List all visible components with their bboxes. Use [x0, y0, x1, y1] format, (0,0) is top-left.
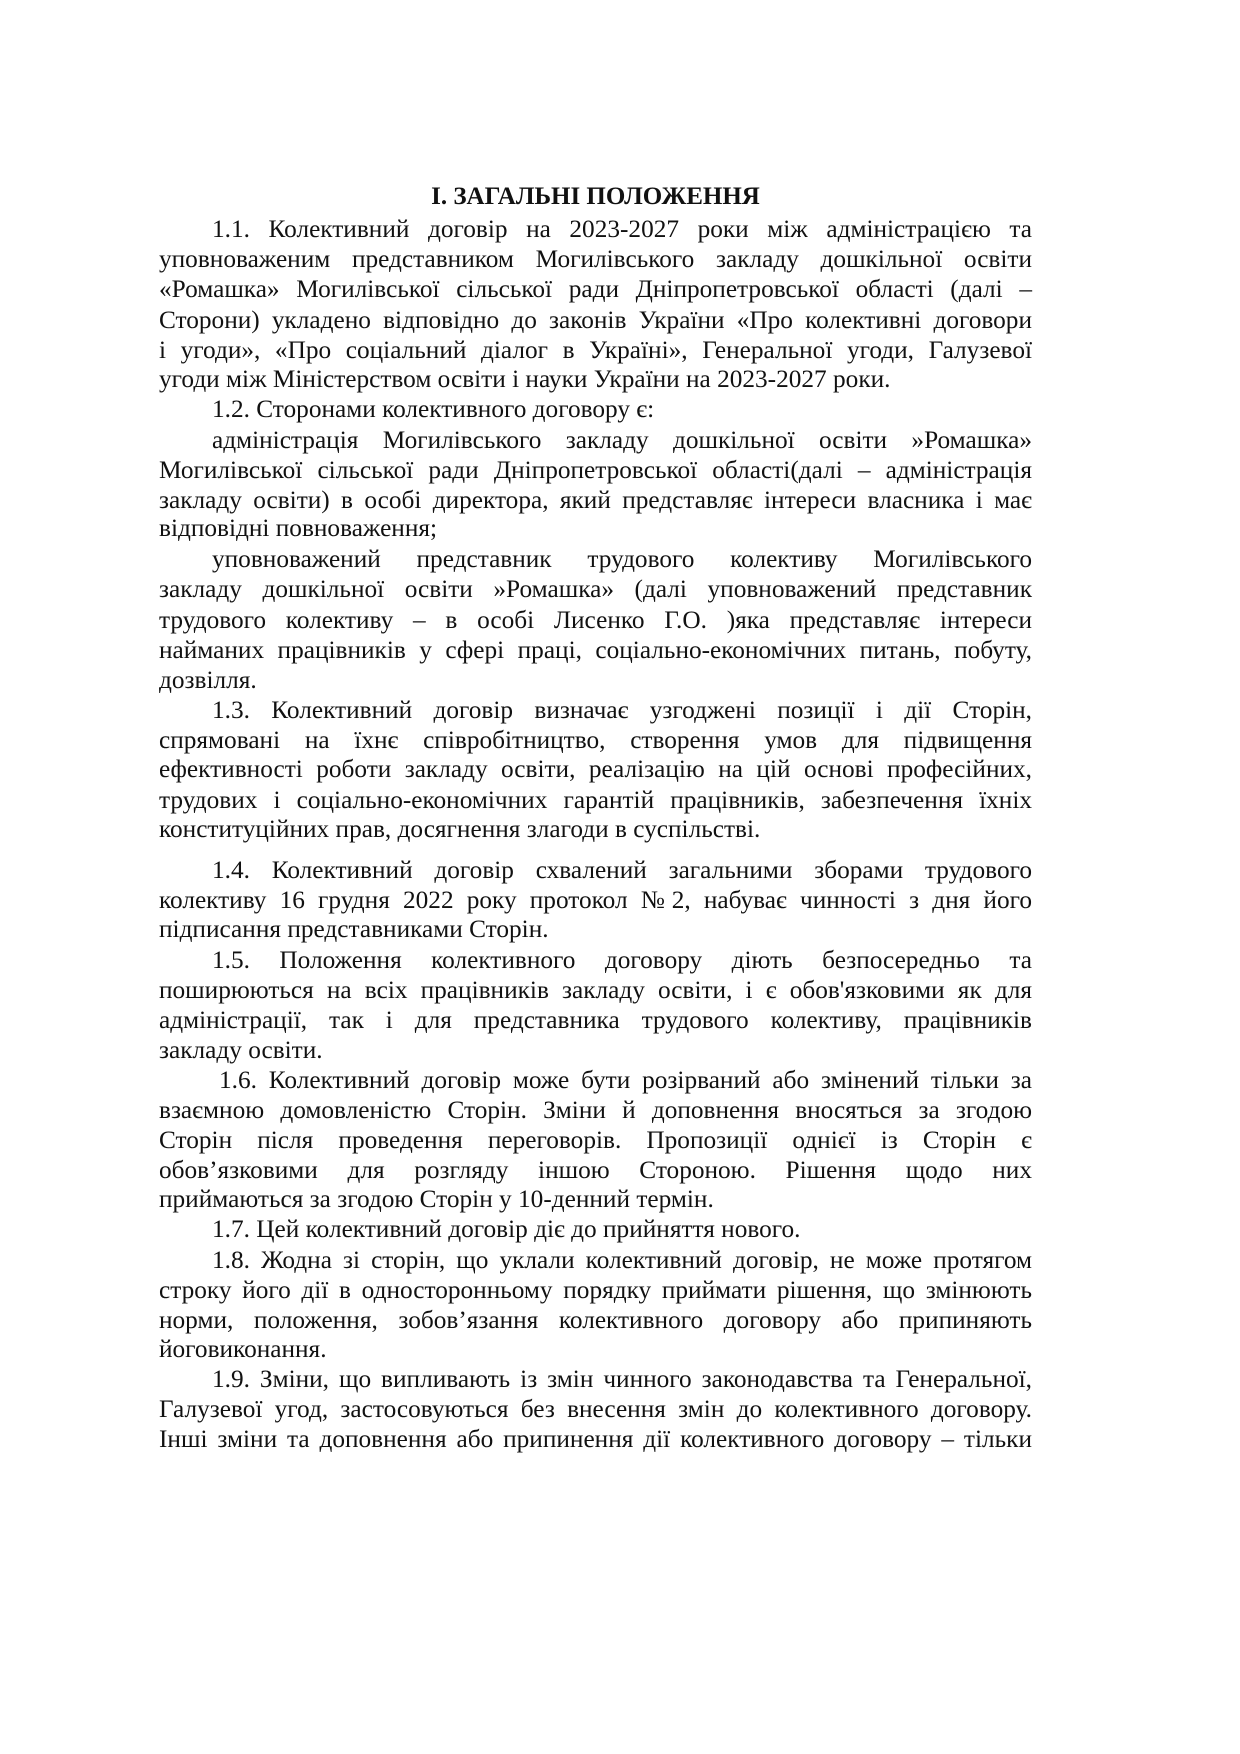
- paragraph-rep-line: уповноважений представник трудового колективу Могилівського: [212, 545, 1032, 573]
- paragraph-1-1-line: Сторони) укладено відповідно до законів України «Про колективні договори: [159, 306, 1032, 334]
- paragraph-1-7-line: 1.7. Цей колективний договір діє до прийняття нового.: [212, 1215, 801, 1243]
- paragraph-1-6-line: Сторін після проведення переговорів. Пропозиції однієї із Сторін є: [159, 1126, 1032, 1154]
- paragraph-1-3-line: спрямовані на їхнє співробітництво, створення умов для підвищення: [159, 726, 1032, 754]
- paragraph-1-5-line: поширюються на всіх працівників закладу освіти, і є обов'язковими як для: [159, 976, 1032, 1004]
- paragraph-1-1-line: 1.1. Колективний договір на 2023-2027 роки між адміністрацією та: [212, 215, 1032, 243]
- paragraph-1-9-line: Галузевої угод, застосовуються без внесення змін до колективного договору.: [159, 1395, 1032, 1423]
- paragraph-admin-line: Могилівської сільської ради Дніпропетровської області(далі – адміністрація: [159, 456, 1032, 484]
- paragraph-1-1-line: «Ромашка» Могилівської сільської ради Дніпропетровської області (далі –: [159, 275, 1032, 303]
- paragraph-1-6-line: 1.6. Колективний договір може бути розірваний або змінений тільки за: [219, 1066, 1032, 1094]
- paragraph-1-5-line: адміністрації, так і для представника трудового колективу, працівників: [159, 1006, 1032, 1034]
- paragraph-1-6-line: приймаються за згодою Сторін у 10-денний термін.: [159, 1185, 714, 1213]
- paragraph-1-6-line: обов’язковими для розгляду іншою Стороною. Рішення щодо них: [159, 1156, 1032, 1184]
- paragraph-1-9-line: 1.9. Зміни, що випливають із змін чинного законодавства та Генеральної,: [212, 1365, 1032, 1393]
- paragraph-1-1-line: і угоди», «Про соціальний діалог в Україні», Генеральної угоди, Галузевої: [159, 336, 1032, 364]
- paragraph-1-1-line: уповноваженим представником Могилівського закладу дошкільної освіти: [159, 245, 1032, 273]
- paragraph-1-3-line: 1.3. Колективний договір визначає узгоджені позиції і дії Сторін,: [212, 696, 1032, 724]
- paragraph-1-4-line: 1.4. Колективний договір схвалений загальними зборами трудового: [212, 856, 1032, 884]
- paragraph-1-3-line: трудових і соціально-економічних гарантій працівників, забезпечення їхніх: [159, 786, 1032, 814]
- paragraph-rep-line: закладу дошкільної освіти »Ромашка» (далі уповноважений представник: [159, 575, 1032, 603]
- paragraph-admin-line: закладу освіти) в особі директора, який представляє інтереси власника і має: [159, 486, 1032, 514]
- paragraph-1-5-line: закладу освіти.: [159, 1036, 323, 1064]
- paragraph-admin-line: адміністрація Могилівського закладу дошкільної освіти »Ромашка»: [212, 426, 1032, 454]
- paragraph-1-3-line: ефективності роботи закладу освіти, реалізацію на цій основі професійних,: [159, 755, 1032, 783]
- paragraph-1-2-line: 1.2. Сторонами колективного договору є:: [212, 395, 655, 423]
- paragraph-1-8-line: норми, положення, зобов’язання колективного договору або припиняють: [159, 1306, 1032, 1334]
- paragraph-admin-line: відповідні повноваження;: [159, 514, 438, 542]
- paragraph-1-5-line: 1.5. Положення колективного договору діють безпосередньо та: [212, 946, 1032, 974]
- paragraph-1-8-line: 1.8. Жодна зі сторін, що уклали колективний договір, не може протягом: [212, 1246, 1032, 1274]
- paragraph-1-1-line: угоди між Міністерством освіти і науки України на 2023-2027 роки.: [159, 365, 891, 393]
- paragraph-1-6-line: взаємною домовленістю Сторін. Зміни й доповнення вносяться за згодою: [159, 1096, 1032, 1124]
- paragraph-1-4-line: підписання представниками Сторін.: [159, 915, 549, 943]
- paragraph-rep-line: найманих працівників у сфері праці, соціально-економічних питань, побуту,: [159, 636, 1032, 664]
- section-title: І. ЗАГАЛЬНІ ПОЛОЖЕННЯ: [431, 183, 760, 210]
- paragraph-1-3-line: конституційних прав, досягнення злагоди в суспільстві.: [159, 815, 761, 843]
- paragraph-1-8-line: строку його дії в односторонньому порядку приймати рішення, що змінюють: [159, 1276, 1032, 1304]
- paragraph-rep-line: дозвілля.: [159, 666, 257, 694]
- paragraph-1-8-line: йоговиконання.: [159, 1335, 327, 1363]
- paragraph-1-9-line: Інші зміни та доповнення або припинення дії колективного договору – тільки: [159, 1425, 1032, 1453]
- paragraph-1-4-line: колективу 16 грудня 2022 року протокол №2, набуває чинності з дня його: [159, 886, 1032, 914]
- paragraph-rep-line: трудового колективу – в особі Лисенко Г.О. )яка представляє інтереси: [159, 606, 1032, 634]
